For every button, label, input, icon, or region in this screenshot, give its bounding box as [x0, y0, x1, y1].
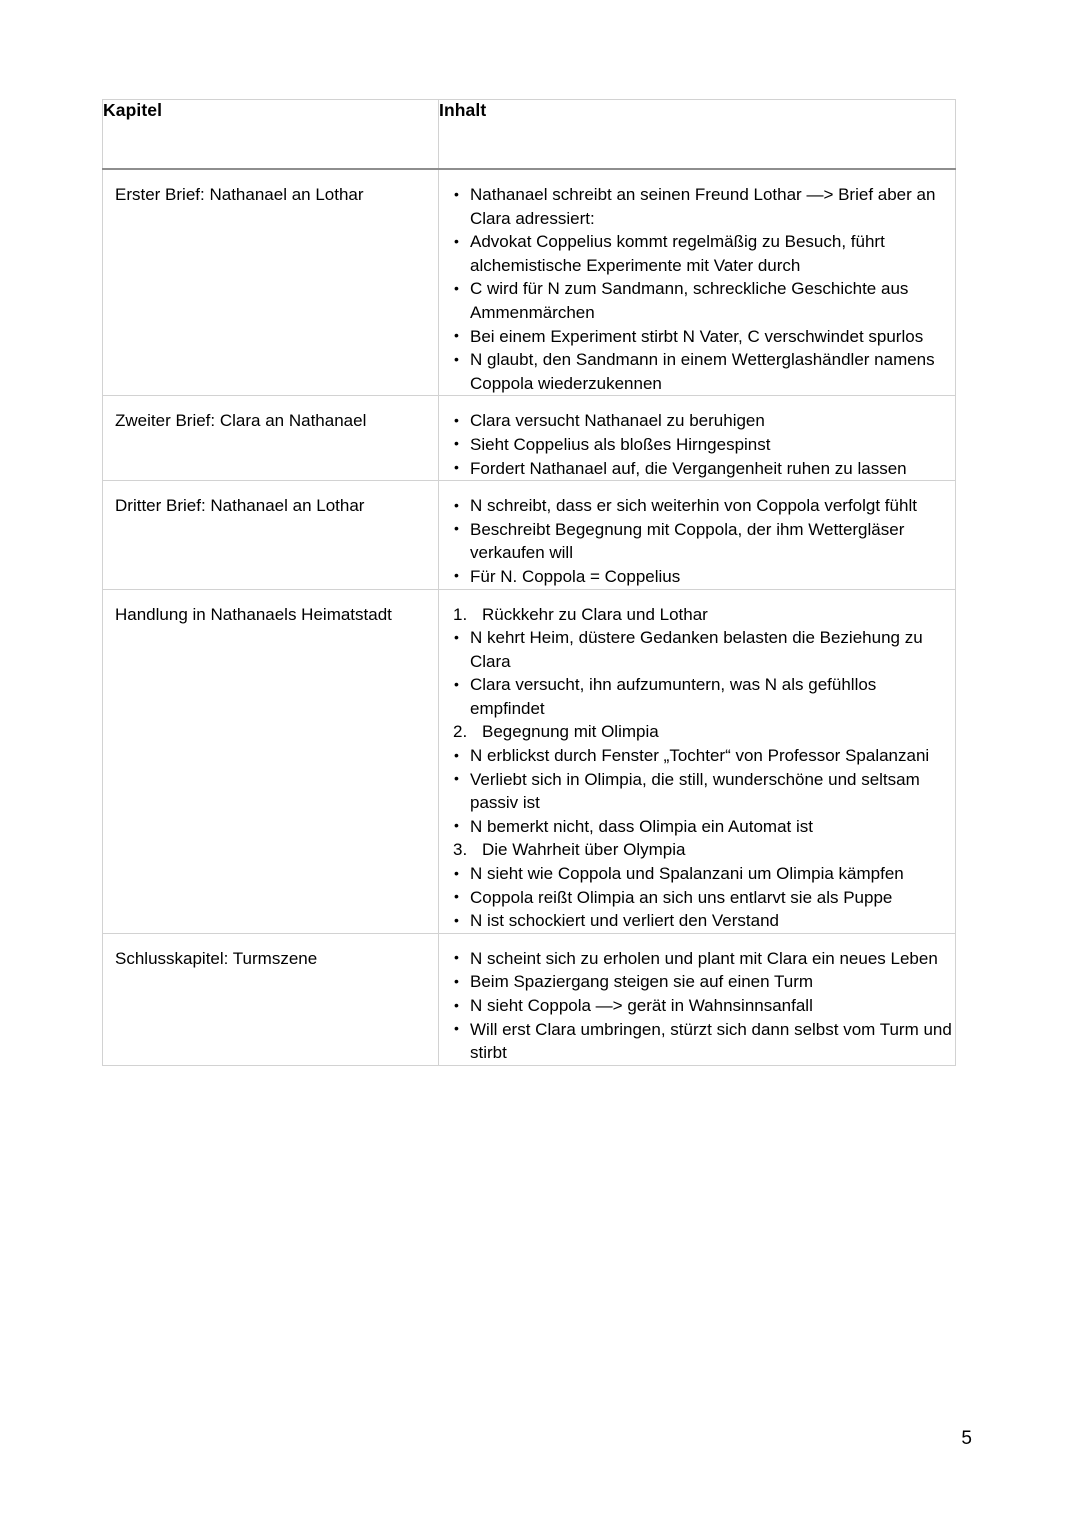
bullet-list-item: • C wird für N zum Sandmann, schreckliche Geschichte aus Ammenmärchen: [453, 277, 955, 324]
table-row: [103, 589, 956, 933]
content-cell: [439, 169, 956, 396]
bullet-list-item: • Für N. Coppola = Coppelius: [453, 565, 955, 589]
content-list: [453, 409, 955, 480]
bullet-list-item: • N schreibt, dass er sich weiterhin von Coppola verfolgt fühlt: [453, 494, 955, 518]
bullet-list-item: • Clara versucht, ihn aufzumuntern, was N als gefühllos empfindet: [453, 673, 955, 720]
table-row: [103, 933, 956, 1065]
table-row: [103, 396, 956, 481]
chapter-cell: Erster Brief: Nathanael an Lothar: [103, 169, 439, 396]
bullet-list-item: • N erblickst durch Fenster „Tochter“ von Professor Spalanzani: [453, 744, 955, 768]
table-header-row: [103, 100, 956, 170]
bullet-list-item: • Sieht Coppelius als bloßes Hirngespinst: [453, 433, 955, 457]
bullet-list-item: • Advokat Coppelius kommt regelmäßig zu Besuch, führt alchemistische Experimente mit Vater durch: [453, 230, 955, 277]
bullet-list-item: • N glaubt, den Sandmann in einem Wetterglashändler namens Coppola wiederzukennen: [453, 348, 955, 395]
bullet-list-item: • Nathanael schreibt an seinen Freund Lothar —> Brief aber an Clara adressiert:: [453, 183, 955, 230]
column-header-kapitel: Kapitel: [103, 100, 439, 170]
numbered-list-item: 1. Rückkehr zu Clara und Lothar: [453, 603, 955, 627]
list-item-number: 3.: [453, 840, 468, 860]
page-number: 5: [961, 1428, 972, 1449]
content-cell: [439, 481, 956, 589]
bullet-list-item: • N scheint sich zu erholen und plant mit Clara ein neues Leben: [453, 947, 955, 971]
numbered-list-item: 3. Die Wahrheit über Olympia: [453, 838, 955, 862]
list-item-number: 1.: [453, 604, 468, 624]
list-item-number: 2.: [453, 722, 468, 742]
bullet-list-item: • N sieht wie Coppola und Spalanzani um Olimpia kämpfen: [453, 862, 955, 886]
table-row: [103, 481, 956, 589]
chapter-cell: Dritter Brief: Nathanael an Lothar: [103, 481, 439, 589]
column-header-inhalt: Inhalt: [439, 100, 956, 170]
bullet-list-item: • Coppola reißt Olimpia an sich uns entlarvt sie als Puppe: [453, 886, 955, 910]
bullet-list-item: • Beim Spaziergang steigen sie auf einen Turm: [453, 970, 955, 994]
bullet-list-item: • Beschreibt Begegnung mit Coppola, der ihm Wettergläser verkaufen will: [453, 518, 955, 565]
table-body: [103, 169, 956, 1065]
table-row: [103, 169, 956, 396]
numbered-list-item: 2. Begegnung mit Olimpia: [453, 720, 955, 744]
bullet-list-item: • Bei einem Experiment stirbt N Vater, C verschwindet spurlos: [453, 325, 955, 349]
bullet-list-item: • Will erst Clara umbringen, stürzt sich dann selbst vom Turm und stirbt: [453, 1018, 955, 1065]
content-list: [453, 603, 955, 933]
bullet-list-item: • Fordert Nathanael auf, die Vergangenheit ruhen zu lassen: [453, 457, 955, 481]
chapter-cell: Handlung in Nathanaels Heimatstadt: [103, 589, 439, 933]
table-header: [103, 100, 956, 170]
bullet-list-item: • N ist schockiert und verliert den Verstand: [453, 909, 955, 933]
content-list: [453, 494, 955, 588]
bullet-list-item: • Verliebt sich in Olimpia, die still, wunderschöne und seltsam passiv ist: [453, 768, 955, 815]
content-list: [453, 947, 955, 1065]
bullet-list-item: • N bemerkt nicht, dass Olimpia ein Automat ist: [453, 815, 955, 839]
content-cell: [439, 933, 956, 1065]
bullet-list-item: • Clara versucht Nathanael zu beruhigen: [453, 409, 955, 433]
bullet-list-item: • N kehrt Heim, düstere Gedanken belasten die Beziehung zu Clara: [453, 626, 955, 673]
chapter-cell: Schlusskapitel: Turmszene: [103, 933, 439, 1065]
chapter-summary-table: [102, 99, 956, 1066]
chapter-cell: Zweiter Brief: Clara an Nathanael: [103, 396, 439, 481]
content-list: [453, 183, 955, 395]
content-cell: [439, 589, 956, 933]
bullet-list-item: • N sieht Coppola —> gerät in Wahnsinnsanfall: [453, 994, 955, 1018]
content-cell: [439, 396, 956, 481]
